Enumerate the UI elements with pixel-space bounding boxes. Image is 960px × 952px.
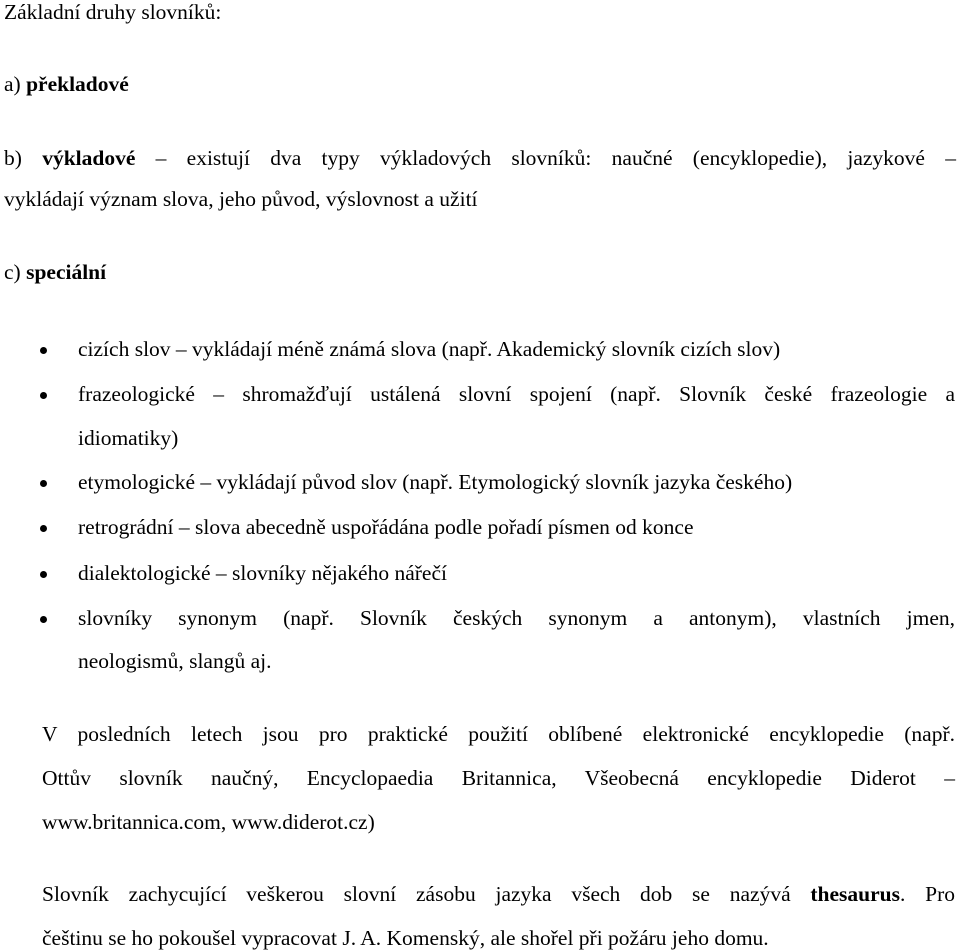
paragraph2-text-end: . Pro [899, 882, 955, 906]
bullet-frazeologicke-cont: idiomatiky) [78, 426, 179, 450]
bullet-icon [40, 616, 47, 623]
item-b-line2: vykládají význam slova, jeho původ, výslovnost a užití [4, 187, 478, 211]
bullet-frazeologicke: frazeologické – shromažďují ustálená slovní spojení (např. Slovník české frazeologie a [78, 382, 955, 406]
bullet-icon [40, 392, 47, 399]
paragraph2-line1 [42, 884, 955, 906]
paragraph1-line2: Ottův slovník naučný, Encyclopaedia Britannica, Všeobecná encyklopedie Diderot – [42, 766, 955, 790]
bullet-retrogradni: retrográdní – slova abecedně uspořádána podle pořadí písmen od konce [78, 515, 694, 539]
bullet-dialektologicke: dialektologické – slovníky nějakého nářečí [78, 561, 447, 585]
paragraph1-line3: www.britannica.com, www.diderot.cz) [42, 810, 375, 834]
item-c-prefix: c) [4, 260, 27, 284]
bullet-icon [40, 480, 47, 487]
bullet-cizich-slov: cizích slov – vykládají méně známá slova (např. Akademický slovník cizích slov) [78, 337, 781, 361]
paragraph1-line1: V posledních letech jsou pro praktické použití oblíbené elektronické encyklopedie (např. [42, 722, 955, 746]
page-heading: Základní druhy slovníků: [4, 0, 222, 24]
item-a-prefix: a) [4, 72, 27, 96]
paragraph2-text: Slovník zachycující veškerou slovní zásobu jazyka všech dob se nazývá [42, 882, 811, 906]
bullet-icon [40, 571, 47, 578]
item-c [4, 262, 106, 284]
item-c-term: speciální [26, 260, 107, 284]
paragraph2-line2: češtinu se ho pokoušel vypracovat J. A. Komenský, ale shořel při požáru jeho domu. [42, 926, 769, 950]
bullet-icon [40, 347, 47, 354]
item-b-prefix: b) [4, 146, 43, 170]
item-b-line1 [4, 148, 956, 170]
item-a-term: překladové [26, 72, 129, 96]
thesaurus-term: thesaurus [810, 882, 900, 906]
bullet-icon [40, 525, 47, 532]
bullet-synonym-cont: neologismů, slangů aj. [78, 649, 272, 673]
item-b-rest: – existují dva typy výkladových slovníků: naučné (encyklopedie), jazykové – [135, 146, 956, 170]
bullet-synonym: slovníky synonym (např. Slovník českých synonym a antonym), vlastních jmen, [78, 606, 955, 630]
item-a [4, 74, 129, 96]
bullet-etymologicke: etymologické – vykládají původ slov (např. Etymologický slovník jazyka českého) [78, 470, 793, 494]
item-b-term: výkladové [42, 146, 136, 170]
